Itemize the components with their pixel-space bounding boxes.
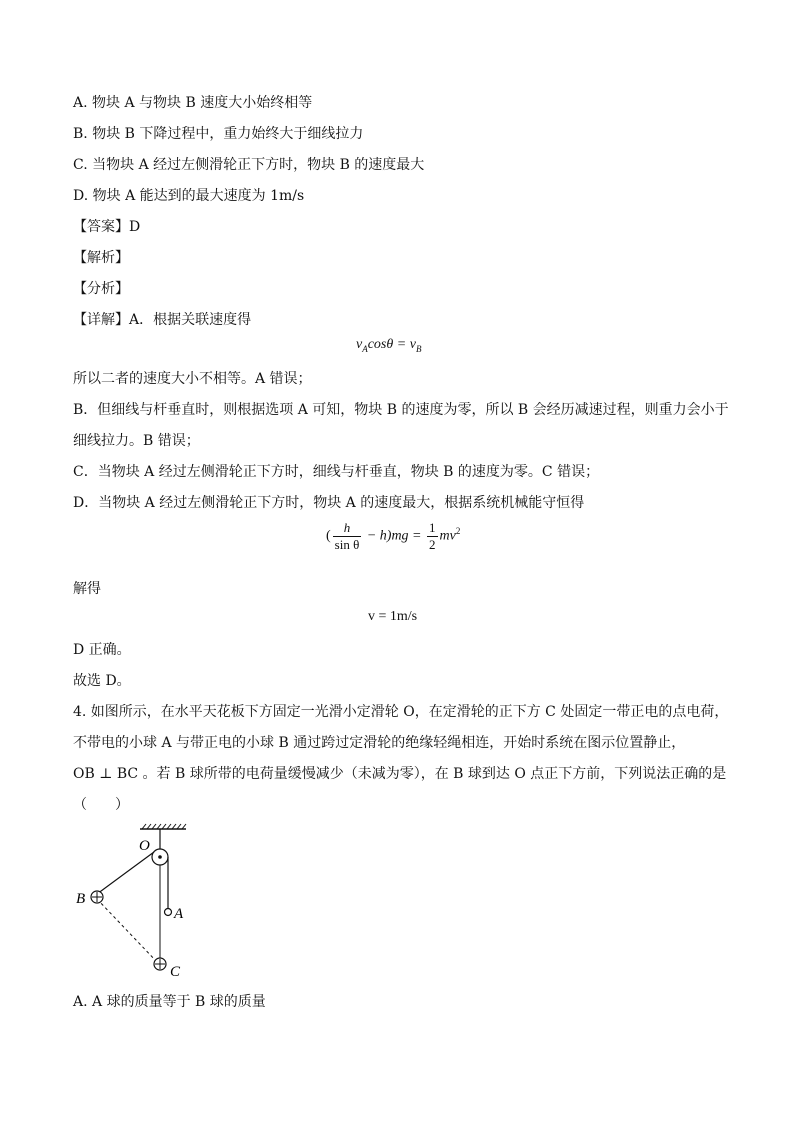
pulley-axle: [158, 855, 162, 859]
eq2-fraction-half: [427, 520, 438, 553]
q4-line-2: 不带电的小球 A 与带正电的小球 B 通过跨过定滑轮的绝缘轻绳相连，开始时系统在图示位置静止，: [73, 735, 686, 751]
choose-line: 故选 D。: [73, 673, 131, 689]
eq2-lparen: (: [326, 528, 331, 544]
eq2-den: sin θ: [334, 537, 360, 552]
label-o: O: [139, 838, 150, 854]
eq2-tail: mv: [439, 528, 456, 544]
b-explanation-1: B．但细线与杆垂直时，则根据选项 A 可知，物块 B 的速度为零，所以 B 会经历减速过程，则重力会小于: [73, 402, 729, 418]
analysis-heading: 【解析】: [73, 250, 129, 266]
eq1-sub-a: A: [362, 343, 368, 354]
c-explanation: C．当物块 A 经过左侧滑轮正下方时，细线与杆垂直，物块 B 的速度为零。C 错误；: [73, 464, 600, 480]
eq1-cos: cosθ =: [367, 337, 410, 352]
ball-a: [165, 909, 172, 916]
eq2-num2: 1: [429, 520, 436, 535]
label-c: C: [170, 964, 181, 980]
eq2-den2: 2: [429, 537, 436, 552]
eq2-fraction-h: [333, 520, 362, 553]
eq2-rest: − h)mg =: [363, 528, 425, 544]
label-a: A: [174, 906, 184, 922]
eq1-v2: v: [409, 337, 416, 352]
text-after-eq1: 所以二者的速度大小不相等。A 错误；: [73, 371, 312, 387]
eq2-sup: 2: [455, 526, 461, 537]
option-d-q3: D. 物块 A 能达到的最大速度为 1m/s: [73, 188, 305, 204]
fenxi-heading: 【分析】: [73, 281, 129, 297]
equation-energy: [326, 520, 460, 553]
detail-intro: 【详解】A．根据关联速度得: [73, 312, 252, 328]
label-b: B: [76, 891, 86, 907]
dashed-line-bc: [97, 899, 157, 962]
option-b-q3: B. 物块 B 下降过程中，重力始终大于细线拉力: [73, 126, 364, 142]
b-explanation-2: 细线拉力。B 错误；: [73, 433, 200, 449]
d-explanation: D．当物块 A 经过左侧滑轮正下方时，物块 A 的速度最大，根据系统机械能守恒得: [73, 495, 585, 511]
q4-option-a: A. A 球的质量等于 B 球的质量: [73, 994, 266, 1010]
pulley-diagram: [70, 823, 200, 983]
rope-ob: [97, 852, 154, 894]
q4-line-4: （ ）: [73, 797, 129, 813]
option-c-q3: C. 当物块 A 经过左侧滑轮正下方时，物块 B 的速度最大: [73, 157, 425, 173]
eq2-num: h: [333, 520, 362, 537]
equation-velocity: [356, 337, 421, 354]
d-correct: D 正确。: [73, 642, 131, 658]
q4-line-1: 4. 如图所示，在水平天花板下方固定一光滑小定滑轮 O，在定滑轮的正下方 C 处固定一带正电的点电荷，: [73, 704, 729, 720]
option-a-q3: A. 物块 A 与物块 B 速度大小始终相等: [73, 95, 313, 111]
eq1-sub-b: B: [415, 343, 422, 354]
answer-line: 【答案】D: [73, 219, 141, 235]
q4-line-3: OB ⊥ BC 。若 B 球所带的电荷量缓慢减少（未减为零），在 B 球到达 O 点正下方前，下列说法正确的是: [73, 766, 727, 782]
equation-result: v = 1m/s: [368, 609, 418, 624]
eq1-v: v: [356, 337, 363, 352]
jiede: 解得: [73, 581, 101, 597]
